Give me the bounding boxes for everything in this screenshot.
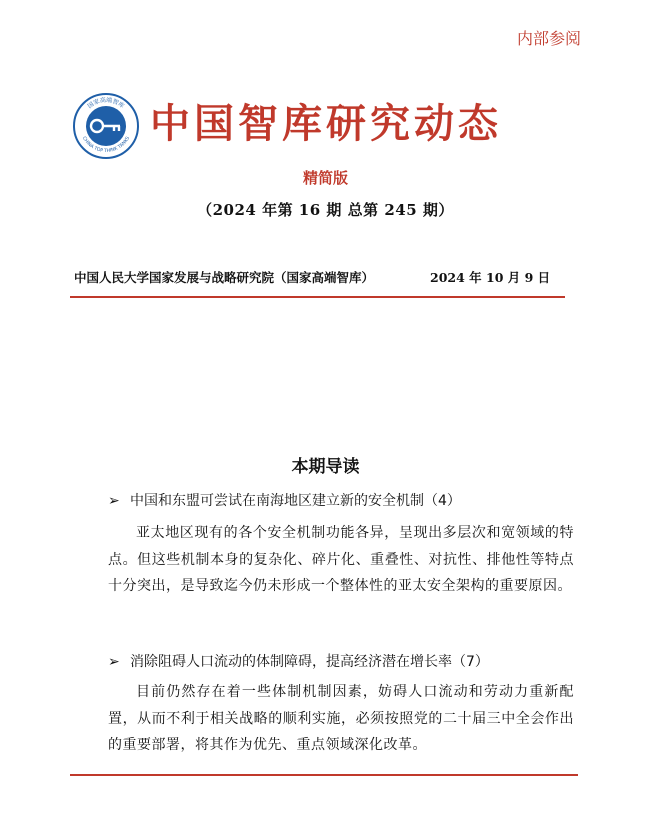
bullet-arrow-icon: ➢ bbox=[108, 654, 120, 670]
header-divider bbox=[70, 296, 565, 298]
masthead-title: 中国智库研究动态 bbox=[150, 101, 502, 147]
bullet-arrow-icon: ➢ bbox=[108, 493, 120, 509]
edition-label: 精简版 bbox=[302, 169, 348, 187]
classification-label: 内部参阅 bbox=[516, 29, 581, 48]
toc-item-summary: 亚太地区现有的各个安全机制功能各异，呈现出多层次和宽领域的特点。但这些机制本身的复杂化、碎片化、重叠性、对抗性、排他性等特点十分突出，是导致迄今仍未形成一个整体性的亚太安全架构的重要原因。 bbox=[108, 525, 574, 594]
publish-date: 2024 年 10 月 9 日 bbox=[430, 270, 551, 285]
logo-text-top: 国家高端智库 bbox=[86, 96, 126, 110]
toc-heading: 本期导读 bbox=[291, 457, 360, 477]
toc-item-summary: 目前仍然存在着一些体制机制因素，妨碍人口流动和劳动力重新配置，从而不利于相关战略的顺利实施，必须按照党的二十届三中全会作出的重要部署，将其作为优先、重点领域深化改革。 bbox=[108, 684, 574, 753]
toc-item-title-text: 消除阻碍人口流动的体制障碍，提高经济潜在增长率（7） bbox=[130, 654, 489, 670]
footer-divider bbox=[70, 774, 578, 776]
toc-item-title bbox=[108, 490, 461, 510]
publisher-name: 中国人民大学国家发展与战略研究院（国家高端智库） bbox=[74, 270, 375, 285]
toc-item-title bbox=[108, 651, 489, 671]
china-top-think-tanks-logo bbox=[72, 92, 140, 160]
publisher-row bbox=[74, 268, 566, 286]
logo-text-bottom: CHINA TOP THINK TANKS bbox=[80, 136, 132, 155]
toc-item-title-text: 中国和东盟可尝试在南海地区建立新的安全机制（4） bbox=[130, 493, 461, 509]
issue-number: （2024 年第 16 期 总第 245 期） bbox=[197, 201, 454, 219]
